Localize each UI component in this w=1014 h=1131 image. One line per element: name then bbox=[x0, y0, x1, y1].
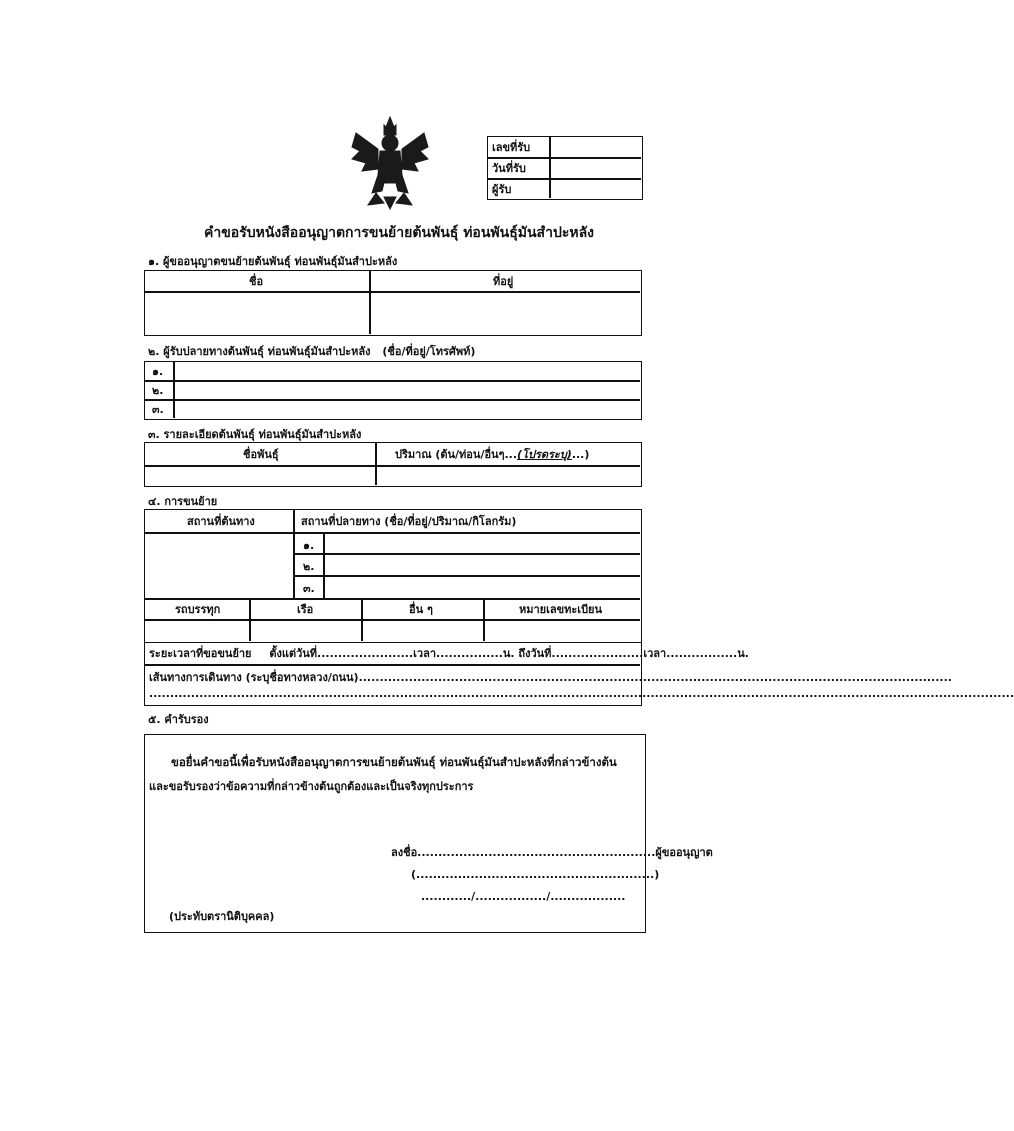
recipient-table bbox=[144, 361, 642, 420]
route-label[interactable]: เส้นทางการเดินทาง (ระบุชื่อทางหลวง/ถนน).............................................................................................................................................. bbox=[149, 671, 952, 684]
vehicle-boat-field[interactable] bbox=[253, 622, 359, 639]
dest-row-1-number: ๑. bbox=[303, 539, 315, 552]
vehicle-other-header: อื่น ๆ bbox=[409, 603, 433, 616]
receiver-field[interactable] bbox=[551, 180, 639, 198]
variety-table bbox=[144, 442, 642, 487]
col-quantity-text: ปริมาณ (ต้น/ท่อน/อื่นๆ... bbox=[395, 448, 518, 461]
certification-para-2: และขอรับรองว่าข้อความที่กล่าวข้างต้นถูกต้องและเป็นจริงทุกประการ bbox=[149, 780, 474, 793]
signature-name-line[interactable]: (.........................................................) bbox=[411, 868, 660, 881]
recipient-row-2-number: ๒. bbox=[152, 384, 164, 397]
origin-field[interactable] bbox=[147, 535, 291, 596]
recipient-row-1-field[interactable] bbox=[176, 363, 636, 379]
col-destination-header: สถานที่ปลายทาง (ชื่อ/ที่อยู่/ปริมาณ/กิโลกรัม) bbox=[301, 515, 517, 528]
dest-row-2-field[interactable] bbox=[327, 556, 637, 574]
signature-date-line[interactable]: ............/................./.................. bbox=[421, 890, 626, 903]
company-seal-label: (ประทับตรานิติบุคคล) bbox=[169, 910, 275, 923]
receipt-number-field[interactable] bbox=[551, 138, 639, 156]
col-quantity-end: ...) bbox=[571, 448, 590, 461]
applicant-address-field[interactable] bbox=[373, 294, 638, 332]
col-variety-header: ชื่อพันธุ์ bbox=[243, 448, 279, 461]
registration-number-field[interactable] bbox=[487, 622, 637, 639]
receipt-number-label: เลขที่รับ bbox=[492, 141, 531, 154]
receipt-date-label: วันที่รับ bbox=[492, 162, 526, 175]
applicant-name-field[interactable] bbox=[147, 294, 367, 332]
period-label: ระยะเวลาที่ขอขนย้าย bbox=[149, 647, 252, 660]
period-end: น. bbox=[737, 647, 749, 660]
section4-heading: ๔. การขนย้าย bbox=[148, 495, 218, 508]
dest-row-3-number: ๓. bbox=[303, 582, 315, 595]
certification-box bbox=[144, 734, 713, 933]
receiver-label: ผู้รับ bbox=[492, 183, 512, 196]
period-until[interactable]: น. ถึงวันที่...................... bbox=[502, 647, 644, 660]
section2-heading-note: (ชื่อ/ที่อยู่/โทรศัพท์) bbox=[382, 345, 476, 358]
vehicle-truck-header: รถบรรทุก bbox=[175, 603, 221, 616]
variety-name-field[interactable] bbox=[147, 468, 373, 483]
recipient-row-3-number: ๓. bbox=[152, 403, 164, 416]
section3-heading: ๓. รายละเอียดต้นพันธุ์ ท่อนพันธุ์มันสำปะหลัง bbox=[148, 428, 362, 441]
vehicle-boat-header: เรือ bbox=[297, 603, 314, 616]
dest-row-3-field[interactable] bbox=[327, 578, 637, 596]
col-origin-header: สถานที่ต้นทาง bbox=[187, 515, 255, 528]
dest-row-1-field[interactable] bbox=[327, 535, 637, 552]
transport-table bbox=[144, 509, 642, 643]
applicant-table bbox=[144, 270, 642, 336]
col-quantity-header bbox=[395, 449, 589, 460]
period-from[interactable]: ตั้งแต่วันที่....................... bbox=[269, 647, 414, 660]
col-quantity-note: (โปรดระบุ) bbox=[517, 448, 572, 461]
dest-row-2-number: ๒. bbox=[303, 560, 315, 573]
vehicle-other-field[interactable] bbox=[365, 622, 481, 639]
garuda-emblem-icon bbox=[348, 113, 432, 211]
period-time1[interactable]: เวลา................ bbox=[413, 647, 503, 660]
col-address-header: ที่อยู่ bbox=[493, 275, 514, 288]
recipient-row-2-field[interactable] bbox=[176, 382, 636, 398]
recipient-row-1-number: ๑. bbox=[152, 365, 164, 378]
section2-heading bbox=[148, 346, 475, 357]
section5-heading: ๕. คำรับรอง bbox=[148, 713, 209, 726]
signature-line[interactable]: ลงชื่อ.........................................................ผู้ขออนุญาต bbox=[391, 846, 713, 859]
certification-para-1: ขอยื่นคำขอนี้เพื่อรับหนังสืออนุญาตการขนย้ายต้นพันธุ์ ท่อนพันธุ์มันสำปะหลังที่กล่าวข้างต้น bbox=[171, 755, 617, 769]
section1-heading: ๑. ผู้ขออนุญาตขนย้ายต้นพันธุ์ ท่อนพันธุ์มันสำปะหลัง bbox=[148, 255, 398, 268]
period-route-box bbox=[144, 643, 1014, 706]
recipient-row-3-field[interactable] bbox=[176, 401, 636, 417]
col-name-header: ชื่อ bbox=[249, 275, 264, 288]
route-line-2[interactable]: ............................................................................................................................................................................................................... bbox=[149, 687, 1014, 700]
variety-quantity-field[interactable] bbox=[379, 468, 637, 483]
vehicle-truck-field[interactable] bbox=[147, 622, 247, 639]
page-title: คำขอรับหนังสืออนุญาตการขนย้ายต้นพันธุ์ ท่อนพันธุ์มันสำปะหลัง bbox=[204, 225, 595, 241]
registration-number-header: หมายเลขทะเบียน bbox=[519, 603, 603, 616]
section2-heading-text: ๒. ผู้รับปลายทางต้นพันธุ์ ท่อนพันธุ์มันสำปะหลัง bbox=[148, 345, 371, 358]
receipt-box bbox=[487, 136, 643, 200]
period-row bbox=[149, 648, 749, 659]
receipt-date-field[interactable] bbox=[551, 159, 639, 177]
period-time2[interactable]: เวลา................. bbox=[643, 647, 738, 660]
